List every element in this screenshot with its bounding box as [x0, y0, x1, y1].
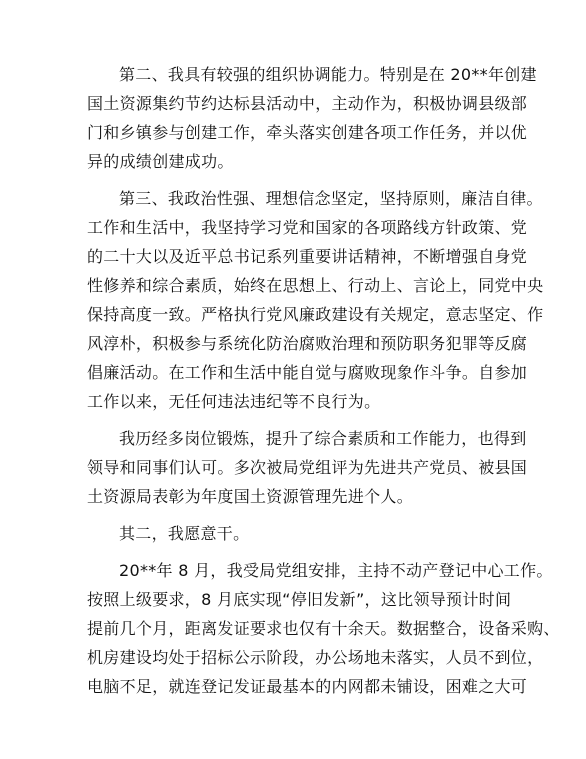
text-line: 性修养和综合素质，始终在思想上、行动上、言论上，同党中央 — [87, 276, 544, 295]
text-line: 机房建设均处于招标公示阶段，办公场地未落实，人员不到位， — [87, 648, 544, 667]
text-line: 按照上级要求，8 月底实现“停旧发新”，这比领导预计时间 — [87, 590, 512, 609]
text-line: 提前几个月，距离发证要求也仅有十余天。数据整合，设备采购、 — [87, 619, 560, 638]
text-line: 其二，我愿意干。 — [119, 524, 250, 543]
paragraph-organizing-ability — [87, 60, 537, 176]
text-line: 国土资源集约节约达标县活动中，主动作为，积极协调县级部 — [87, 94, 528, 113]
text-line: 门和乡镇参与创建工作，牵头落实创建各项工作任务，并以优 — [87, 123, 528, 142]
text-line: 工作以来，无任何违法违纪等不良行为。 — [87, 392, 381, 411]
text-line: 20**年 8 月，我受局党组安排，主持不动产登记中心工作。 — [119, 561, 553, 580]
text-line: 土资源局表彰为年度国土资源管理先进个人。 — [87, 487, 414, 506]
text-line: 领导和同事们认可。多次被局党组评为先进共产党员、被县国 — [87, 458, 528, 477]
text-line: 倡廉活动。在工作和生活中能自觉与腐败现象作斗争。自参加 — [87, 363, 528, 382]
paragraph-experience — [87, 424, 528, 511]
text-line: 保持高度一致。严格执行党风廉政建设有关规定，意志坚定、作 — [87, 305, 544, 324]
document-body — [87, 60, 560, 701]
text-line: 我历经多岗位锻炼，提升了综合素质和工作能力，也得到 — [119, 429, 527, 448]
text-line: 第二、我具有较强的组织协调能力。特别是在 20**年创建 — [119, 65, 537, 84]
text-line: 的二十大以及近平总书记系列重要讲话精神，不断增强自身党 — [87, 247, 528, 266]
paragraph-political-integrity — [87, 184, 544, 416]
paragraph-registration-center — [87, 556, 560, 701]
text-line: 工作和生活中，我坚持学习党和国家的各项路线方针政策、党 — [87, 218, 528, 237]
text-line: 第三、我政治性强、理想信念坚定，坚持原则，廉洁自律。 — [119, 189, 543, 208]
text-line: 电脑不足，就连登记发证最基本的内网都未铺设，困难之大可 — [87, 677, 528, 696]
text-line: 异的成绩创建成功。 — [87, 152, 234, 171]
text-line: 风淳朴，积极参与系统化防治腐败治理和预防职务犯罪等反腐 — [87, 334, 528, 353]
section-heading-willingness — [87, 519, 499, 548]
